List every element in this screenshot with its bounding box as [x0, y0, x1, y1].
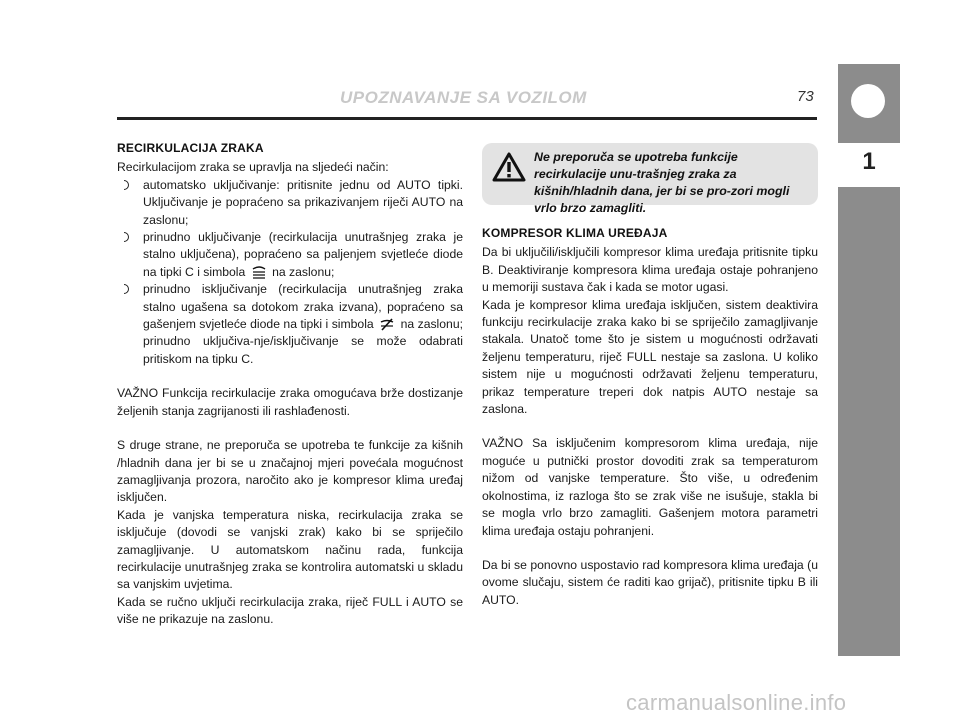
recirculation-off-icon [379, 318, 395, 331]
recirculation-intro: Recirkulacijom zraka se upravlja na sljedeći način: [117, 160, 389, 175]
important-note: VAŽNO Funkcija recirkulacije zraka omogućava brže dostizanje željenih stanja zagrijanosti ili rashlađenosti. [117, 386, 463, 418]
body-paragraph: Da bi se ponovno uspostavio rad kompresora klima uređaja (u ovome slučaju, sistem će raditi kao grijač), pritisnite tipku B ili AUTO. [482, 557, 818, 607]
body-paragraph: S druge strane, ne preporuča se upotreba te funkcije za kišnih /hladnih dana jer bi se u značajnoj mjeri povećala mogućnost zamagljivanja prozora, naročito ako je kompresor klima uređaj isključen. [117, 438, 463, 505]
list-item-text: na zaslonu; prinudno uključiva-nje/isključivanje se može odabrati pritiskom na tipku C. [143, 317, 463, 366]
right-column [482, 225, 818, 609]
compressor-heading: KOMPRESOR KLIMA UREĐAJA [482, 226, 668, 240]
list-item [117, 229, 463, 281]
body-paragraph: Kada je vanjska temperatura niska, recirkulacija zraka se isključuje (dovodi se vanjski zrak) kako bi se spriječilo zamagljivanje. U automatskom načinu rada, funkcija recirkulacije unutrašnjeg zraka se kontrolira automatski u skladu sa vanjskim uvjetima. [117, 507, 463, 592]
bullet-icon [119, 180, 129, 190]
warning-box [482, 143, 818, 215]
page-number: 73 [797, 88, 814, 105]
list-item-text: prinudno uključivanje (recirkulacija unutrašnjeg zraka je stalno uključena), popraćeno sa paljenjem svjetleće diode na tipki C i simbola [143, 230, 463, 279]
list-item [117, 177, 463, 229]
chapter-circle-icon [851, 84, 885, 118]
section-title: UPOZNAVANJE SA VOZILOM [340, 88, 587, 107]
chapter-number: 1 [862, 148, 876, 175]
list-item-text: na zaslonu; [272, 264, 335, 279]
recirculation-modes-list [117, 177, 463, 368]
body-paragraph: Da bi uključili/isključili kompresor klima uređaja pritisnite tipku B. Deaktiviranje kompresora klima uređaja ostaje pohranjeno u memoriji sustava čak i kada se motor ugasi. [482, 245, 818, 295]
list-item-text: automatsko uključivanje: pritisnite jednu od AUTO tipki. Uključivanje je popraćeno sa prikazivanjem riječi AUTO na zaslonu; [143, 177, 463, 227]
header-rule [117, 117, 817, 120]
recirculation-heading: RECIRKULACIJA ZRAKA [117, 141, 264, 155]
bullet-icon [119, 232, 129, 242]
list-item-text: prinudno isključivanje (recirkulacija unutrašnjeg zraka stalno ugašena sa dotokom zraka izvana), popraćeno sa gašenjem svjetleće diode na tipki i simbola [143, 282, 463, 332]
body-paragraph: Kada je kompresor klima uređaja isključen, sistem deaktivira funkciju recirkulacije zraka kako bi se spriječilo zamagljivanje stakala. Unatoč tome što je sistem u mogućnosti održavati željenu temperaturu, riječ FULL nestaje sa zaslona. U koliko sistem nije u mogućnosti održavati željenu temperaturu, prikaz temperature treperi dok natpis AUTO nestaje sa zaslona. [482, 297, 818, 417]
left-column [117, 140, 463, 629]
warning-triangle-icon [492, 152, 526, 182]
list-item [117, 281, 463, 368]
recirculation-icon [251, 266, 267, 279]
bullet-icon [119, 284, 129, 294]
important-note: VAŽNO Sa isključenim kompresorom klima uređaja, nije moguće u putnički prostor dovoditi zrak sa temperaturom nižom od vanjske temperature. Što više, u određenim okolnostima, iz razloga što se zrak više ne isušuje, stakla bi se mogla vrlo brzo zamagliti. Gašenjem motora parametri klima uređaja ostaju pohranjeni. [482, 436, 818, 538]
watermark: carmanualsonline.info [626, 690, 847, 715]
warning-text: Ne preporuča se upotreba funkcije recirkulacije unu-trašnjeg zraka za kišnih/hladnih dana, jer bi se pro-zori mogli vrlo brzo zamagliti. [534, 150, 790, 215]
body-paragraph: Kada se ručno uključi recirkulacija zraka, riječ FULL i AUTO se više ne prikazuje na zaslonu. [117, 594, 463, 627]
